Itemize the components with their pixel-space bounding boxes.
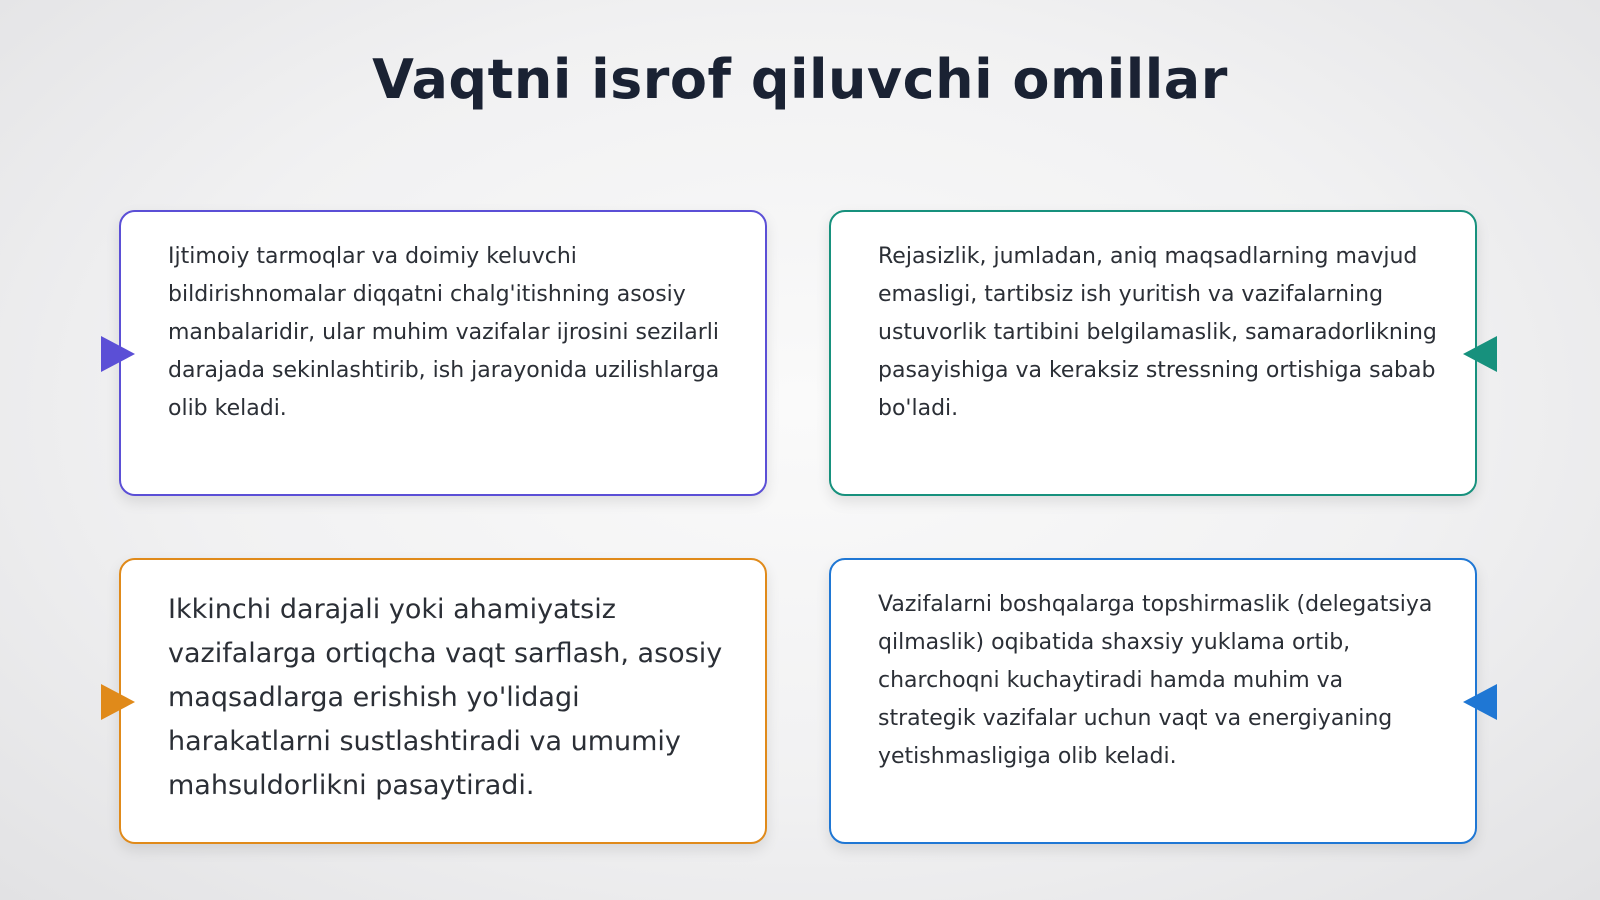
arrow-right-icon: [101, 684, 135, 720]
card-poor-planning: [829, 210, 1477, 496]
card-text: Vazifalarni boshqalarga topshirmaslik (delegatsiya qilmaslik) oqibatida shaxsiy yuklama ortib, charchoqni kuchaytiradi hamda muhim va strategik vazifalar uchun vaqt va energiyaning yetishmasligiga olib keladi.: [878, 592, 1433, 769]
arrow-left-icon: [1463, 336, 1497, 372]
page-title: Vaqtni isrof qiluvchi omillar: [372, 48, 1228, 111]
card-distractions: [119, 210, 767, 496]
card-text: Ikkinchi darajali yoki ahamiyatsiz vazifalarga ortiqcha vaqt sarflash, asosiy maqsadlarga erishish yo'lidagi harakatlarni sustlashtiradi va umumiy mahsuldorlikni pasaytiradi.: [168, 594, 723, 801]
card-text: Rejasizlik, jumladan, aniq maqsadlarning mavjud emasligi, tartibsiz ish yuritish va vazifalarning ustuvorlik tartibini belgilamaslik, samaradorlikning pasayishiga va keraksiz stressning ortishiga sabab bo'ladi.: [878, 244, 1437, 421]
arrow-right-icon: [101, 336, 135, 372]
card-minor-tasks: [119, 558, 767, 844]
card-no-delegation: [829, 558, 1477, 844]
card-text: Ijtimoiy tarmoqlar va doimiy keluvchi bildirishnomalar diqqatni chalg'itishning asosiy manbalaridir, ular muhim vazifalar ijrosini sezilarli darajada sekinlashtirib, ish jarayonida uzilishlarga olib keladi.: [168, 244, 720, 421]
arrow-left-icon: [1463, 684, 1497, 720]
